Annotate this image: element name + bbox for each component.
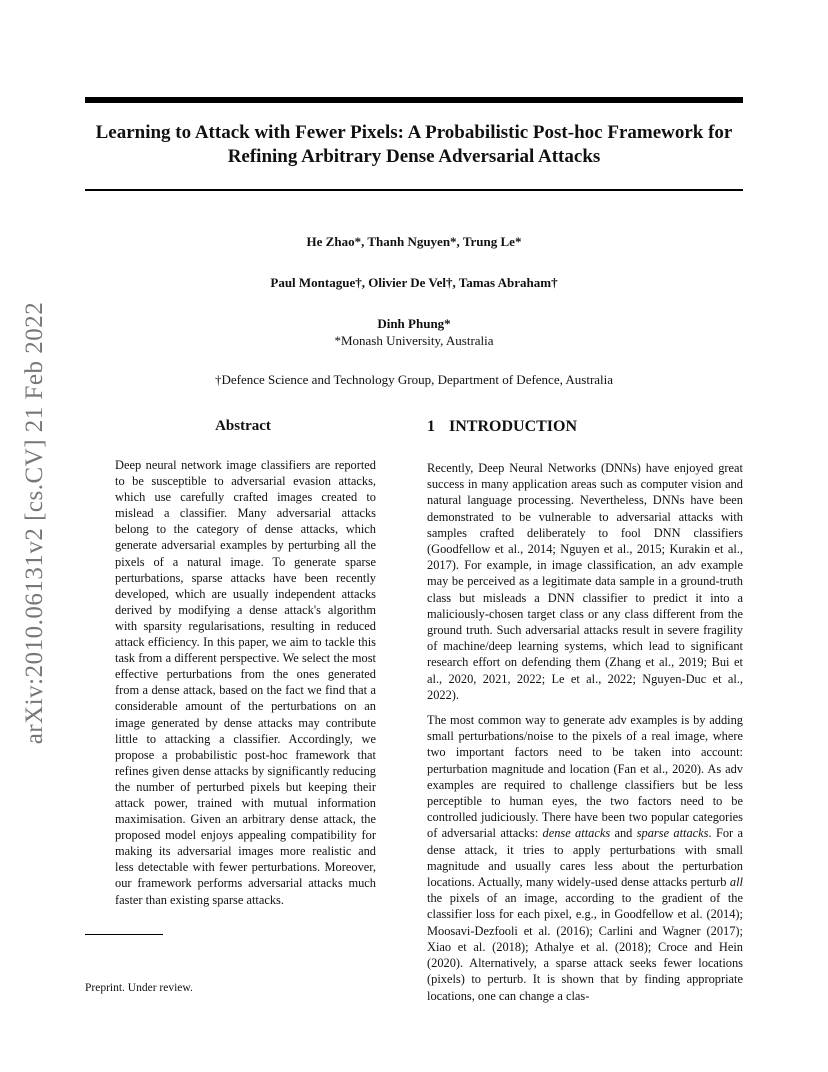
top-rule xyxy=(85,97,743,103)
paper-title xyxy=(85,121,743,169)
section-number: 1 xyxy=(427,418,435,435)
title-rule xyxy=(85,189,743,191)
arxiv-stamp xyxy=(20,285,50,760)
author-line-3: Dinh Phung* xyxy=(377,316,451,331)
title-line-1: Learning to Attack with Fewer Pixels: A Probabilistic Post-hoc Framework for xyxy=(95,122,733,143)
intro-paragraph-2: The most common way to generate adv examples is by adding small perturbations/noise to the pixels of a real image, where two important factors need to be taken into account: perturbation magnitude and location (Fan et al., 2020). As adv examples are required to challenge classifiers but be less perceptible to human eyes, the two factors need to be controlled judiciously. There have been two popular categories of adversarial attacks: dense attacks and sparse attacks. For a dense attack, it tries to apply perturbations with small magnitude and usually cares less about the perturbation locations. Actually, many widely-used dense attacks perturb all the pixels of an image, according to the gradient of the classifier loss for each pixel, e.g., in Goodfellow et al. (2014); Moosavi-Dezfooli et al. (2016); Carlini and Wagner (2017); Xiao et al. (2018); Athalye et al. (2018); Croce and Hein (2020). Alternatively, a sparse attack seeks fewer locations (pixels) to perturb. It is shown that by finding appropriate locations, one can change a clas- xyxy=(427,713,743,1003)
section-heading-introduction xyxy=(427,418,577,436)
section-title: INTRODUCTION xyxy=(449,418,578,435)
footnote: Preprint. Under review. xyxy=(85,982,193,994)
affiliation-2: †Defence Science and Technology Group, Department of Defence, Australia xyxy=(214,372,614,387)
footnote-rule xyxy=(85,934,163,935)
arxiv-stamp-text: arXiv:2010.06131v2 [cs.CV] 21 Feb 2022 xyxy=(21,301,48,744)
intro-paragraph-1: Recently, Deep Neural Networks (DNNs) have enjoyed great success in many application areas such as computer vision and natural language processing. Nevertheless, DNNs have been demonstrated to be vulnerable to adversarial attacks with samples crafted deliberately to fool DNN classifiers (Goodfellow et al., 2014; Nguyen et al., 2015; Kurakin et al., 2017). For example, in image classification, an adv example may be perceived as a legitimate data sample in a ground-truth class but misleads a DNN classifier to predict it into a maliciously-chosen target class or any class different from the ground truth. Such adversarial attacks result in severe fragility of machine/deep learning systems, which lead to significant research effort on defending them (Zhang et al., 2019; Bui et al., 2020, 2021, 2022; Le et al., 2022; Nguyen-Duc et al., 2022). xyxy=(427,461,743,702)
abstract-body: Deep neural network image classifiers are reported to be susceptible to adversarial evasion attacks, which use carefully crafted images created to mislead a classifier. Many adversarial attacks belong to the category of dense attacks, which generate adversarial examples by perturbing all the pixels of a natural image. To generate sparse perturbations, sparse attacks have been recently developed, which are usually independent attacks derived by modifying a dense attack's algorithm with sparsity regularisations, resulting in reduced attack efficiency. In this paper, we aim to tackle this task from a different perspective. We select the most effective perturbations from the ones generated from a dense attack, based on the fact we find that a considerable amount of the perturbations on an image generated by dense attacks may contribute little to attacking a classifier. Accordingly, we propose a probabilistic post-hoc framework that refines given dense attacks by significantly reducing the number of perturbed pixels but keeping their attack power, trained with mutual information maximisation. Given an arbitrary dense attack, the proposed model enjoys appealing compatibility for making its adversarial images more realistic and less detectable with fewer perturbations. Moreover, our framework performs adversarial attacks much faster than existing sparse attacks. xyxy=(115,458,376,907)
title-line-2: Refining Arbitrary Dense Adversarial Attacks xyxy=(227,146,601,167)
author-line-1: He Zhao*, Thanh Nguyen*, Trung Le* xyxy=(306,234,522,249)
author-line-2: Paul Montague†, Olivier De Vel†, Tamas Abraham† xyxy=(270,275,558,290)
introduction-body xyxy=(427,460,743,1013)
abstract-heading: Abstract xyxy=(215,418,271,434)
affiliation-1: *Monash University, Australia xyxy=(334,333,494,348)
